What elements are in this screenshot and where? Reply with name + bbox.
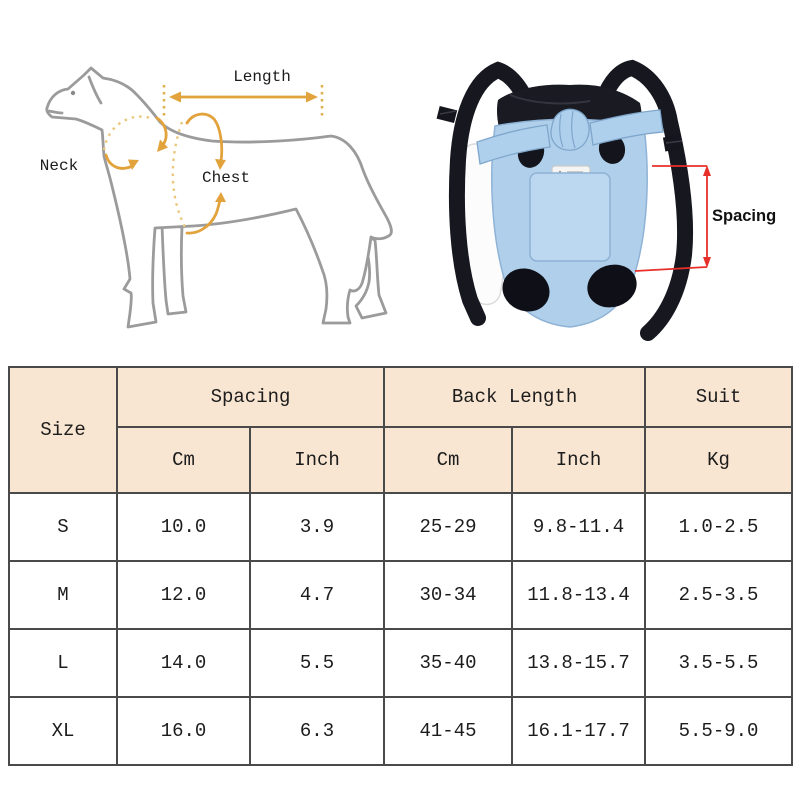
cell-m-suit-kg: 2.5-3.5	[645, 561, 792, 629]
subheader-backlength-cm: Cm	[384, 427, 512, 493]
cell-m-spacing-cm: 12.0	[117, 561, 250, 629]
header-suit: Suit	[645, 367, 792, 427]
cell-m-back-cm: 30-34	[384, 561, 512, 629]
table-row-s	[9, 493, 792, 561]
spacing-label: Spacing	[712, 207, 777, 225]
pet-carrier-backpack-photo	[400, 0, 800, 360]
size-table-section	[8, 366, 791, 766]
dog-eye	[71, 91, 75, 95]
header-row-groups	[9, 367, 792, 427]
length-label: Length	[233, 68, 291, 86]
cell-s-back-inch: 9.8-11.4	[512, 493, 645, 561]
chest-label: Chest	[201, 169, 251, 187]
table-row-l	[9, 629, 792, 697]
subheader-backlength-inch: Inch	[512, 427, 645, 493]
dog-far-front-leg	[162, 225, 186, 314]
cell-xl-spacing-cm: 16.0	[117, 697, 250, 765]
header-size: Size	[9, 367, 117, 493]
strap-buckle-left	[437, 106, 458, 123]
cell-m-spacing-inch: 4.7	[250, 561, 384, 629]
table-row-m	[9, 561, 792, 629]
cell-s-spacing-cm: 10.0	[117, 493, 250, 561]
cell-s-spacing-inch: 3.9	[250, 493, 384, 561]
subheader-spacing-cm: Cm	[117, 427, 250, 493]
table-row-xl	[9, 697, 792, 765]
cell-l-back-cm: 35-40	[384, 629, 512, 697]
cell-s-back-cm: 25-29	[384, 493, 512, 561]
length-arrowhead-left	[169, 92, 181, 103]
cell-m-size: M	[9, 561, 117, 629]
cell-s-suit-kg: 1.0-2.5	[645, 493, 792, 561]
tie-knot	[551, 109, 589, 150]
cell-l-spacing-inch: 5.5	[250, 629, 384, 697]
header-row-units	[9, 427, 792, 493]
cell-l-spacing-cm: 14.0	[117, 629, 250, 697]
subheader-suit-kg: Kg	[645, 427, 792, 493]
cell-m-back-inch: 11.8-13.4	[512, 561, 645, 629]
header-back-length: Back Length	[384, 367, 645, 427]
cell-xl-back-inch: 16.1-17.7	[512, 697, 645, 765]
length-arrowhead-right	[306, 92, 318, 103]
cell-l-size: L	[9, 629, 117, 697]
cell-xl-spacing-inch: 6.3	[250, 697, 384, 765]
cell-xl-size: XL	[9, 697, 117, 765]
size-table	[8, 366, 793, 766]
spacing-extension-line-bottom	[635, 267, 707, 271]
cell-l-suit-kg: 3.5-5.5	[645, 629, 792, 697]
backpack-front-pocket	[530, 173, 610, 261]
dog-measurement-diagram	[0, 0, 420, 360]
header-spacing: Spacing	[117, 367, 384, 427]
neck-label: Neck	[39, 157, 79, 175]
cell-xl-suit-kg: 5.5-9.0	[645, 697, 792, 765]
cell-xl-back-cm: 41-45	[384, 697, 512, 765]
subheader-spacing-inch: Inch	[250, 427, 384, 493]
cell-l-back-inch: 13.8-15.7	[512, 629, 645, 697]
cell-s-size: S	[9, 493, 117, 561]
